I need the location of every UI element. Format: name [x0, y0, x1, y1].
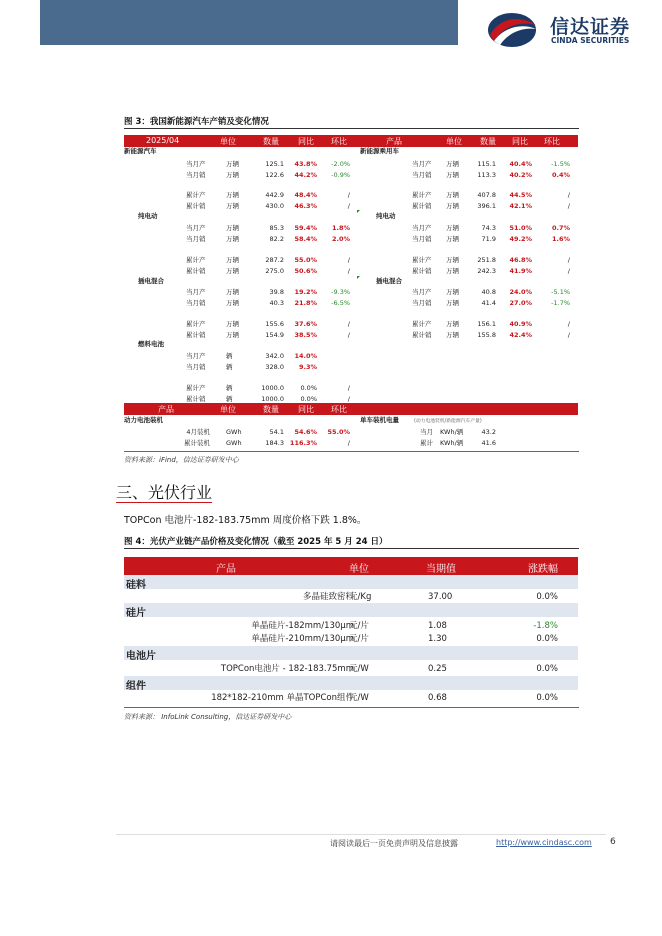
- fig3-left-metric: 累计产: [186, 384, 206, 392]
- footer-link[interactable]: http://www.cindasc.com: [496, 838, 592, 847]
- fig3-left-unit: 万辆: [226, 288, 239, 296]
- fig3-right-unit: 万辆: [446, 235, 459, 243]
- fig3-left-qty: 1000.0: [261, 384, 284, 392]
- fig3-group-right: 纯电动: [376, 212, 396, 220]
- fig3-battery-head-cell: 环比: [331, 405, 347, 414]
- fig3-left-yoy: 58.4%: [294, 235, 317, 243]
- fig3-left-qty: 122.6: [265, 171, 284, 179]
- fig3-left-yoy: 37.6%: [294, 320, 317, 328]
- fig3-left-metric: 累计产: [186, 191, 206, 199]
- fig3-top-rule: [124, 128, 579, 129]
- fig3-left-unit: 万辆: [226, 256, 239, 264]
- fig3-bottom-rule: [124, 451, 579, 452]
- fig3-left-unit: 辆: [226, 384, 233, 392]
- fig3-right-metric: 当月销: [412, 171, 432, 179]
- fig3-left-metric: 累计销: [186, 331, 206, 339]
- fig3-left-metric: 累计产: [186, 256, 206, 264]
- fig3-left-qty: 154.9: [265, 331, 284, 339]
- fig3-left-mom: -9.3%: [331, 288, 350, 296]
- fig3-pervehicle-label: 单车装机电量: [360, 416, 399, 424]
- fig3-left-unit: 辆: [226, 395, 233, 403]
- fig3-right-yoy: 40.4%: [509, 160, 532, 168]
- fig3-right-qty: 40.8: [481, 288, 496, 296]
- fig3-left-yoy: 59.4%: [294, 224, 317, 232]
- fig3-left-unit: 辆: [226, 352, 233, 360]
- fig4-head-unit: 单位: [349, 564, 369, 575]
- fig3-right-yoy: 42.4%: [509, 331, 532, 339]
- fig3-pervehicle-value: 43.2: [481, 428, 496, 436]
- fig4-value: 0.68: [428, 693, 447, 703]
- cell-marker-icon: [357, 210, 360, 213]
- section-title: 三、光伏行业: [116, 483, 213, 502]
- fig3-left-unit: 万辆: [226, 202, 239, 210]
- fig3-head-product: 产品: [386, 137, 402, 146]
- fig4-change: 0.0%: [536, 664, 558, 674]
- fig3-right-yoy: 49.2%: [509, 235, 532, 243]
- fig3-group-left: 插电混合: [138, 277, 164, 285]
- page-number: 6: [610, 837, 616, 847]
- fig3-left-unit: 万辆: [226, 331, 239, 339]
- fig3-right-mom: 0.4%: [551, 171, 570, 179]
- fig3-left-metric: 当月销: [186, 299, 206, 307]
- fig3-right-yoy: 42.1%: [509, 202, 532, 210]
- fig3-left-qty: 39.8: [269, 288, 284, 296]
- fig3-head-yoy-r: 同比: [512, 137, 528, 146]
- fig3-left-metric: 当月销: [186, 363, 206, 371]
- fig3-battery-head-cell: 产品: [158, 405, 174, 414]
- fig3-right-metric: 累计产: [412, 320, 432, 328]
- fig4-category-label: 电池片: [126, 651, 156, 662]
- fig4-title: 图 4：光伏产业链产品价格及变化情况（截至 2025 年 5 月 24 日）: [124, 537, 388, 547]
- fig4-value: 1.30: [428, 634, 447, 644]
- fig3-header-row: [124, 135, 578, 147]
- fig3-pervehicle-metric: 累计: [420, 439, 433, 447]
- fig3-left-metric: 当月产: [186, 288, 206, 296]
- fig3-battery-mom: 55.0%: [327, 428, 350, 436]
- fig3-left-qty: 125.1: [265, 160, 284, 168]
- fig4-unit: 元/W: [349, 693, 369, 703]
- fig3-left-metric: 累计销: [186, 267, 206, 275]
- fig3-left-unit: 万辆: [226, 299, 239, 307]
- fig3-right-metric: 当月产: [412, 288, 432, 296]
- fig3-battery-head-cell: 单位: [220, 405, 236, 414]
- fig4-head-value: 当期值: [426, 564, 456, 575]
- cell-marker-icon: [357, 276, 360, 279]
- fig3-head-unit-r: 单位: [446, 137, 462, 146]
- fig3-pervehicle-metric: 当月: [420, 428, 433, 436]
- fig3-pervehicle-value: 41.6: [481, 439, 496, 447]
- fig3-left-mom: /: [347, 191, 350, 199]
- fig3-right-yoy: 51.0%: [509, 224, 532, 232]
- fig3-right-metric: 累计产: [412, 191, 432, 199]
- fig3-left-metric: 累计销: [186, 395, 206, 403]
- fig3-head-qty: 数量: [263, 137, 279, 146]
- fig3-head-mom-r: 环比: [544, 137, 560, 146]
- fig3-right-qty: 242.3: [477, 267, 496, 275]
- fig3-right-metric: 累计销: [412, 267, 432, 275]
- fig3-right-yoy: 24.0%: [509, 288, 532, 296]
- fig3-right-qty: 41.4: [481, 299, 496, 307]
- fig4-top-rule: [124, 548, 579, 549]
- fig3-right-qty: 113.3: [477, 171, 496, 179]
- fig3-group-left: 燃料电池: [138, 340, 164, 348]
- fig3-right-mom: -5.1%: [551, 288, 570, 296]
- fig4-unit: 元/片: [349, 634, 369, 644]
- fig4-unit: 元/片: [349, 621, 369, 631]
- fig4-value: 37.00: [428, 592, 453, 602]
- fig3-right-mom: 0.7%: [551, 224, 570, 232]
- fig4-head-change: 涨跌幅: [528, 564, 558, 575]
- fig4-product-name: 多晶硅致密料: [302, 592, 354, 602]
- fig3-source: 资料来源：iFind，信达证券研发中心: [124, 456, 239, 464]
- fig3-left-mom: -2.0%: [331, 160, 350, 168]
- fig3-right-mom: -1.7%: [551, 299, 570, 307]
- fig4-product-name: 单晶硅片-182mm/130μm: [251, 621, 354, 631]
- fig3-pervehicle-note: (动力电池装机/新能源汽车产量): [414, 419, 482, 424]
- fig3-right-yoy: 44.5%: [509, 191, 532, 199]
- fig3-head-yoy: 同比: [298, 137, 314, 146]
- fig3-pervehicle-unit: KWh/辆: [440, 439, 464, 447]
- logo-text-cn: 信达证券: [550, 16, 631, 38]
- fig3-head-qty-r: 数量: [480, 137, 496, 146]
- fig3-left-qty: 85.3: [269, 224, 284, 232]
- fig3-right-unit: 万辆: [446, 267, 459, 275]
- fig3-left-yoy: 0.0%: [300, 395, 317, 403]
- fig4-unit: 元/Kg: [349, 592, 372, 602]
- fig3-right-unit: 万辆: [446, 191, 459, 199]
- fig3-right-qty: 156.1: [477, 320, 496, 328]
- fig3-left-yoy: 21.8%: [294, 299, 317, 307]
- fig3-group-right: 新能源乘用车: [360, 147, 399, 155]
- fig3-right-qty: 407.8: [477, 191, 496, 199]
- fig3-left-yoy: 0.0%: [300, 384, 317, 392]
- cinda-logo-icon: [486, 11, 538, 49]
- fig3-left-mom: /: [347, 202, 350, 210]
- fig3-right-metric: 累计销: [412, 331, 432, 339]
- footer-rule: [116, 834, 606, 835]
- footer-disclaimer: 请阅读最后一页免责声明及信息披露: [330, 839, 458, 848]
- fig3-left-yoy: 19.2%: [294, 288, 317, 296]
- fig3-left-unit: 万辆: [226, 235, 239, 243]
- fig3-left-unit: 辆: [226, 363, 233, 371]
- fig3-right-mom: /: [567, 191, 570, 199]
- fig3-group-left: 纯电动: [138, 212, 158, 220]
- fig4-head-product: 产品: [216, 564, 236, 575]
- fig3-left-unit: 万辆: [226, 171, 239, 179]
- fig3-left-mom: /: [347, 395, 350, 403]
- fig3-right-yoy: 27.0%: [509, 299, 532, 307]
- fig3-left-metric: 累计产: [186, 320, 206, 328]
- fig4-header-row: [124, 557, 578, 575]
- fig4-category-label: 硅料: [126, 580, 146, 591]
- fig3-right-qty: 251.8: [477, 256, 496, 264]
- fig3-left-mom: -6.5%: [331, 299, 350, 307]
- fig3-battery-metric: 4月装机: [186, 428, 210, 436]
- fig3-right-unit: 万辆: [446, 224, 459, 232]
- fig3-battery-qty: 184.3: [265, 439, 284, 447]
- fig3-right-mom: /: [567, 320, 570, 328]
- fig3-left-mom: /: [347, 267, 350, 275]
- fig3-battery-metric: 累计装机: [184, 439, 210, 447]
- fig3-left-metric: 当月销: [186, 235, 206, 243]
- fig3-right-unit: 万辆: [446, 288, 459, 296]
- fig3-right-qty: 155.8: [477, 331, 496, 339]
- fig3-left-yoy: 9.3%: [298, 363, 317, 371]
- fig3-left-mom: -0.9%: [331, 171, 350, 179]
- fig3-left-qty: 40.3: [269, 299, 284, 307]
- fig3-left-qty: 342.0: [265, 352, 284, 360]
- fig3-left-qty: 82.2: [269, 235, 284, 243]
- fig4-change: -1.8%: [533, 621, 558, 631]
- fig3-left-metric: 累计销: [186, 202, 206, 210]
- fig4-change: 0.0%: [536, 693, 558, 703]
- logo-text-en: CINDA SECURITIES: [551, 36, 630, 45]
- fig4-category-band: [124, 575, 578, 589]
- header-bar: [40, 0, 458, 45]
- fig4-product-name: 182*182-210mm 单晶TOPCon组件: [211, 693, 354, 703]
- fig3-right-unit: 万辆: [446, 202, 459, 210]
- fig3-right-yoy: 40.2%: [509, 171, 532, 179]
- fig3-right-mom: /: [567, 267, 570, 275]
- fig3-right-qty: 74.3: [481, 224, 496, 232]
- fig3-right-qty: 396.1: [477, 202, 496, 210]
- fig3-right-metric: 当月销: [412, 299, 432, 307]
- fig4-category-label: 硅片: [126, 608, 146, 619]
- fig3-left-mom: /: [347, 256, 350, 264]
- fig3-head-mom: 环比: [331, 137, 347, 146]
- section-summary: TOPCon 电池片-182-183.75mm 周度价格下跌 1.8%。: [124, 515, 367, 526]
- fig3-left-yoy: 55.0%: [294, 256, 317, 264]
- fig4-product-name: 单晶硅片-210mm/130μm: [251, 634, 354, 644]
- fig3-battery-header: [124, 403, 578, 415]
- fig3-right-mom: -1.5%: [551, 160, 570, 168]
- fig3-right-unit: 万辆: [446, 299, 459, 307]
- fig3-right-metric: 当月产: [412, 224, 432, 232]
- fig3-left-qty: 275.0: [265, 267, 284, 275]
- fig3-left-qty: 155.6: [265, 320, 284, 328]
- fig3-left-yoy: 43.8%: [294, 160, 317, 168]
- section-underline: [116, 502, 212, 503]
- fig3-right-qty: 115.1: [477, 160, 496, 168]
- fig4-category-label: 组件: [126, 681, 146, 692]
- fig3-battery-unit: GWh: [226, 428, 242, 436]
- fig3-battery-mom: /: [347, 439, 350, 447]
- fig3-right-metric: 当月产: [412, 160, 432, 168]
- fig3-left-metric: 当月产: [186, 224, 206, 232]
- fig4-category-band: [124, 646, 578, 660]
- fig3-left-qty: 328.0: [265, 363, 284, 371]
- fig3-left-yoy: 46.3%: [294, 202, 317, 210]
- fig3-left-unit: 万辆: [226, 191, 239, 199]
- fig4-value: 0.25: [428, 664, 447, 674]
- fig3-left-yoy: 50.6%: [294, 267, 317, 275]
- fig3-left-metric: 当月产: [186, 352, 206, 360]
- fig3-left-qty: 430.0: [265, 202, 284, 210]
- fig3-battery-yoy: 54.6%: [294, 428, 317, 436]
- fig3-left-unit: 万辆: [226, 320, 239, 328]
- fig3-battery-head-cell: 数量: [263, 405, 279, 414]
- fig4-category-band: [124, 676, 578, 690]
- fig3-left-metric: 当月销: [186, 171, 206, 179]
- fig4-product-name: TOPCon电池片 - 182-183.75mm: [220, 664, 354, 674]
- fig3-battery-qty: 54.1: [269, 428, 284, 436]
- fig3-battery-yoy: 116.3%: [289, 439, 317, 447]
- fig4-source: 资料来源： InfoLink Consulting，信达证券研发中心: [124, 713, 292, 721]
- fig3-right-qty: 71.9: [481, 235, 496, 243]
- fig3-left-yoy: 38.5%: [294, 331, 317, 339]
- fig3-group-left: 新能源汽车: [124, 147, 157, 155]
- fig3-left-metric: 当月产: [186, 160, 206, 168]
- fig3-right-yoy: 41.9%: [509, 267, 532, 275]
- fig3-group-right: 插电混合: [376, 277, 402, 285]
- fig3-right-mom: /: [567, 256, 570, 264]
- fig3-right-unit: 万辆: [446, 331, 459, 339]
- fig3-head-unit: 单位: [220, 137, 236, 146]
- fig3-left-mom: /: [347, 331, 350, 339]
- fig3-right-unit: 万辆: [446, 171, 459, 179]
- fig3-left-unit: 万辆: [226, 224, 239, 232]
- fig3-left-yoy: 48.4%: [294, 191, 317, 199]
- fig3-left-mom: 1.8%: [331, 224, 350, 232]
- fig4-unit: 元/W: [349, 664, 369, 674]
- fig3-left-unit: 万辆: [226, 160, 239, 168]
- fig3-left-qty: 442.9: [265, 191, 284, 199]
- fig3-left-unit: 万辆: [226, 267, 239, 275]
- fig3-left-qty: 1000.0: [261, 395, 284, 403]
- fig3-right-mom: /: [567, 202, 570, 210]
- fig3-right-mom: 1.6%: [551, 235, 570, 243]
- fig3-left-yoy: 44.2%: [294, 171, 317, 179]
- fig3-right-metric: 累计产: [412, 256, 432, 264]
- fig4-value: 1.08: [428, 621, 447, 631]
- fig3-right-unit: 万辆: [446, 160, 459, 168]
- fig3-right-mom: /: [567, 331, 570, 339]
- fig4-bottom-rule: [124, 707, 579, 708]
- fig3-right-metric: 累计销: [412, 202, 432, 210]
- fig3-pervehicle-unit: KWh/辆: [440, 428, 464, 436]
- fig3-battery-label: 动力电池装机: [124, 416, 163, 424]
- fig3-left-mom: 2.0%: [331, 235, 350, 243]
- fig3-right-unit: 万辆: [446, 256, 459, 264]
- fig3-right-yoy: 40.9%: [509, 320, 532, 328]
- fig3-right-unit: 万辆: [446, 320, 459, 328]
- fig3-left-mom: /: [347, 320, 350, 328]
- fig4-change: 0.0%: [536, 634, 558, 644]
- fig3-title: 图 3：我国新能源汽车产销及变化情况: [124, 117, 269, 127]
- fig3-left-mom: /: [347, 384, 350, 392]
- fig4-change: 0.0%: [536, 592, 558, 602]
- fig3-head-period: 2025/04: [146, 136, 180, 145]
- fig3-battery-head-cell: 同比: [298, 405, 314, 414]
- fig3-left-qty: 287.2: [265, 256, 284, 264]
- fig3-right-yoy: 46.8%: [509, 256, 532, 264]
- fig3-left-yoy: 14.0%: [294, 352, 317, 360]
- fig4-category-band: [124, 603, 578, 617]
- fig3-battery-unit: GWh: [226, 439, 242, 447]
- fig3-right-metric: 当月销: [412, 235, 432, 243]
